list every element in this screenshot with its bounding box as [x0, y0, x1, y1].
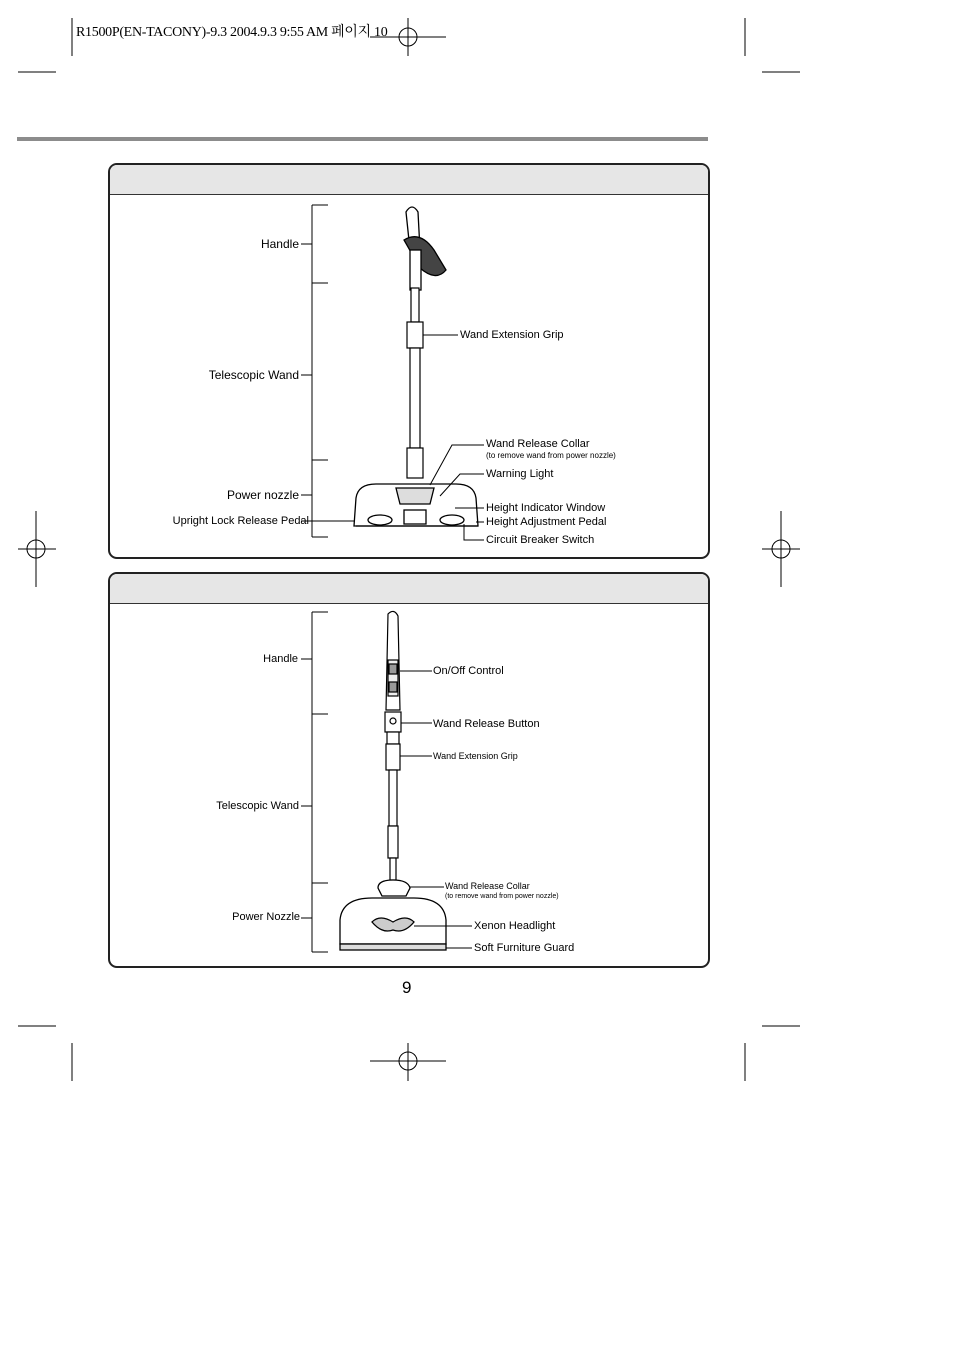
label-handle: Handle	[260, 237, 299, 251]
wand-drawing	[386, 732, 400, 880]
label-height-indicator-window: Height Indicator Window	[486, 502, 606, 514]
label-height-adjustment-pedal: Height Adjustment Pedal	[486, 516, 607, 528]
label-telescopic-wand: Telescopic Wand	[208, 368, 299, 382]
label-wand-extension-grip: Wand Extension Grip	[460, 329, 564, 341]
label-warning-light: Warning Light	[486, 468, 554, 480]
label-soft-furniture-guard: Soft Furniture Guard	[474, 942, 575, 954]
label-power-nozzle: Power Nozzle	[232, 911, 300, 923]
label-telescopic-wand: Telescopic Wand	[216, 800, 299, 812]
label-wand-extension-grip: Wand Extension Grip	[433, 751, 518, 761]
label-wand-release-collar: Wand Release Collar	[445, 881, 530, 891]
handle-drawing	[385, 611, 401, 732]
section-bracket	[301, 612, 328, 952]
label-xenon-headlight: Xenon Headlight	[474, 920, 556, 932]
power-nozzle-drawing	[340, 880, 446, 950]
label-upright-lock-release-pedal: Upright Lock Release Pedal	[172, 515, 309, 527]
print-slug: R1500P(EN-TACONY)-9.3 2004.9.3 9:55 AM 페이지 10	[76, 25, 388, 40]
label-wand-release-collar-note: (to remove wand from power nozzle)	[445, 893, 559, 900]
label-wand-release-collar: Wand Release Collar	[486, 438, 590, 450]
label-circuit-breaker-switch: Circuit Breaker Switch	[486, 534, 595, 546]
label-wand-release-collar-note: (to remove wand from power nozzle)	[486, 451, 616, 460]
label-handle: Handle	[263, 653, 298, 665]
page-number: 9	[402, 978, 412, 997]
label-power-nozzle: Power nozzle	[226, 488, 299, 502]
label-wand-release-button: Wand Release Button	[433, 718, 540, 730]
label-on-off-control: On/Off Control	[433, 665, 504, 677]
